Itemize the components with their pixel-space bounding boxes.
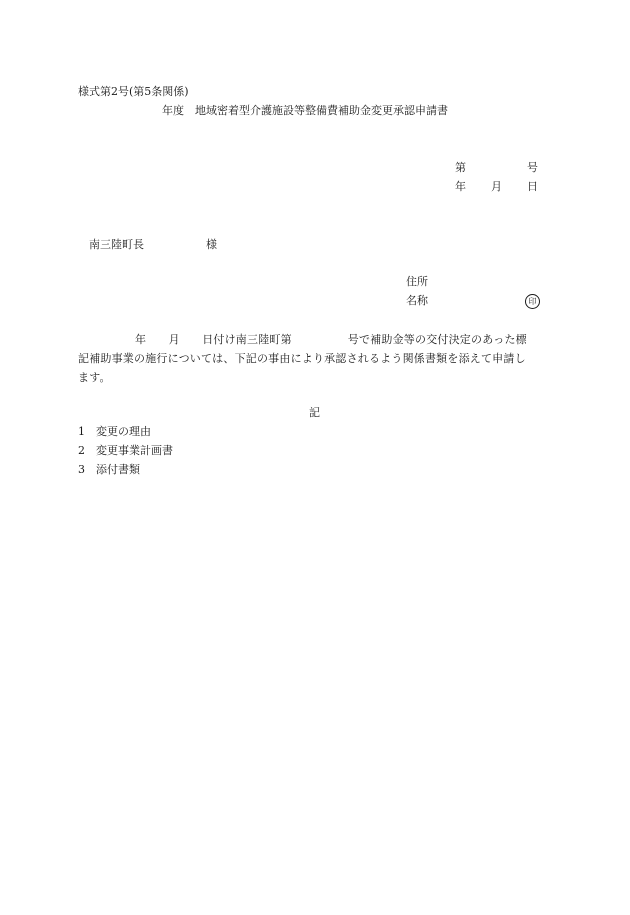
- applicant-name-label: 名称: [406, 294, 428, 307]
- body-line-1: 年 月 日付け南三陸町第 号で補助金等の交付決定のあった標: [135, 333, 527, 346]
- request-body: [78, 330, 548, 387]
- seal-icon: 印: [525, 294, 540, 309]
- item-1-text: 変更の理由: [96, 425, 151, 438]
- addressee-name: 南三陸町長: [89, 238, 144, 251]
- body-line-2: 記補助事業の施行については、下記の事由により承認されるよう関係書類を添えて申請し: [78, 352, 526, 365]
- addressee-honorific: 様: [206, 238, 217, 251]
- item-3-number: 3: [78, 463, 85, 476]
- item-3-text: 添付書類: [96, 463, 140, 476]
- item-2-text: 変更事業計画書: [96, 444, 173, 457]
- date-year: 年: [455, 180, 466, 193]
- item-2-number: 2: [78, 444, 85, 457]
- item-1-number: 1: [78, 425, 85, 438]
- doc-number-prefix: 第: [455, 161, 466, 174]
- body-line-3: ます。: [78, 371, 111, 384]
- doc-number-suffix: 号: [527, 161, 538, 174]
- note-heading: 記: [309, 406, 320, 419]
- applicant-address-label: 住所: [406, 275, 428, 288]
- document-title: 年度 地域密着型介護施設等整備費補助金変更承認申請書: [162, 104, 448, 117]
- date-day: 日: [527, 180, 538, 193]
- seal-mark: [525, 293, 540, 309]
- date-month: 月: [491, 180, 502, 193]
- form-number: 様式第2号(第5条関係): [78, 85, 189, 98]
